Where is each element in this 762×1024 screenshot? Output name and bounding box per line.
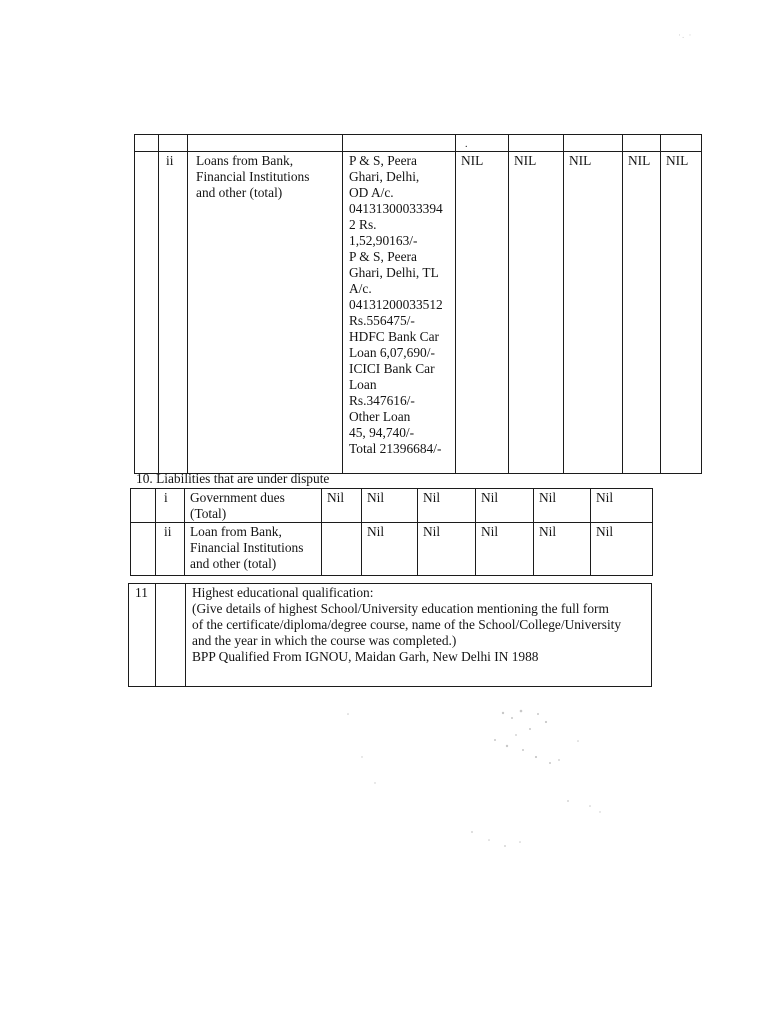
header-cell — [159, 135, 188, 152]
header-cell — [623, 135, 661, 152]
section-10-heading: 10. Liabilities that are under dispute — [136, 471, 330, 486]
loans-table — [134, 134, 702, 474]
empty-cell — [156, 584, 186, 687]
education-table — [128, 583, 652, 687]
value-cell — [322, 523, 362, 576]
value-cell: NIL — [509, 152, 564, 474]
value-cell: Nil — [362, 523, 418, 576]
row-number: i — [156, 489, 185, 523]
value-cell: Nil — [418, 523, 476, 576]
header-mark: . — [465, 139, 468, 150]
header-cell — [456, 135, 509, 152]
loans-table-header-row — [135, 135, 702, 152]
scan-noise: ·. · — [678, 30, 693, 40]
value-cell: Nil — [534, 489, 591, 523]
row-number: ii — [159, 152, 188, 474]
empty-cell — [135, 152, 159, 474]
empty-cell — [131, 489, 156, 523]
value-cell: Nil — [534, 523, 591, 576]
value-cell: Nil — [476, 523, 534, 576]
value-cell: Nil — [418, 489, 476, 523]
header-cell — [188, 135, 343, 152]
value-cell: Nil — [362, 489, 418, 523]
loan-details: P & S, Peera Ghari, Delhi, OD A/c. 04131300033394 2 Rs. 1,52,90163/- P & S, Peera Ghari, Delhi, TL A/c. 04131200033512 Rs.556475/- HDFC Bank Car Loan 6,07,690/- ICICI Bank Car Loan Rs.347616/- Other Loan 45, 94,740/- Total 21396684/- — [343, 152, 456, 474]
row-description: Loan from Bank, Financial Institutions and other (total) — [185, 523, 322, 576]
table-row — [129, 584, 652, 687]
table-row — [131, 489, 653, 523]
header-cell — [564, 135, 623, 152]
row-number: ii — [156, 523, 185, 576]
qualification-text: Highest educational qualification: (Give details of highest School/University education mentioning the full form of the certificate/diploma/degree course, name of the School/College/University and the year in which the course was completed.) BPP Qualified From IGNOU, Maidan Garh, New Delhi IN 1988 — [186, 584, 652, 687]
empty-cell — [131, 523, 156, 576]
header-cell — [661, 135, 702, 152]
header-cell — [509, 135, 564, 152]
value-cell: Nil — [591, 489, 653, 523]
value-cell: NIL — [456, 152, 509, 474]
row-description: Loans from Bank, Financial Institutions and other (total) — [188, 152, 343, 474]
table-row — [131, 523, 653, 576]
value-cell: NIL — [661, 152, 702, 474]
row-number: 11 — [129, 584, 156, 687]
value-cell: Nil — [476, 489, 534, 523]
value-cell: NIL — [564, 152, 623, 474]
row-description: Government dues (Total) — [185, 489, 322, 523]
header-cell — [343, 135, 456, 152]
table-row — [135, 152, 702, 474]
disputed-liabilities-table — [130, 488, 653, 576]
header-cell — [135, 135, 159, 152]
value-cell: Nil — [322, 489, 362, 523]
value-cell: NIL — [623, 152, 661, 474]
value-cell: Nil — [591, 523, 653, 576]
